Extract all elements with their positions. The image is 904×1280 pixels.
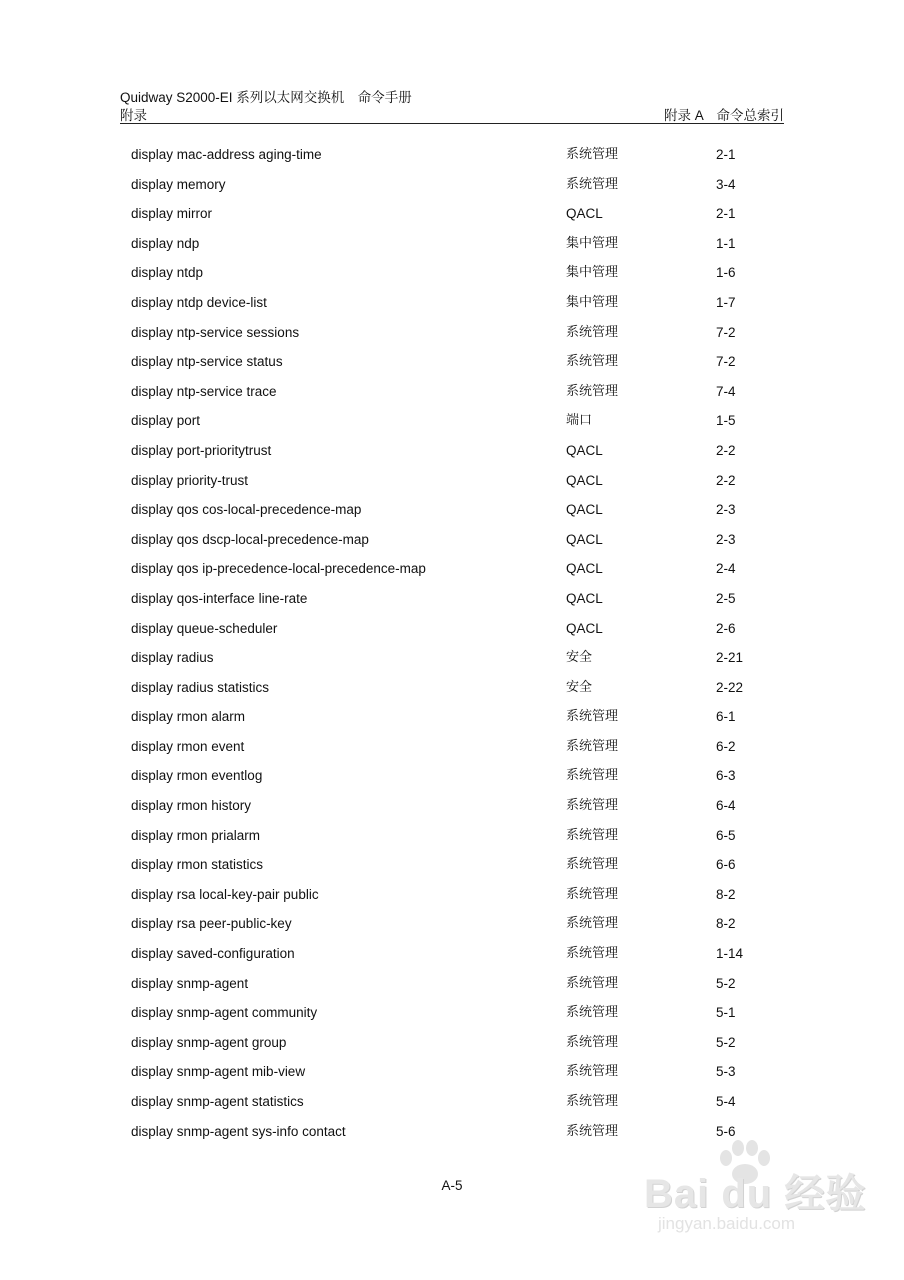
page-ref: 8-2 <box>716 916 736 932</box>
index-row <box>131 318 771 348</box>
index-row <box>131 939 771 969</box>
page-ref: 1-14 <box>716 946 744 962</box>
index-row <box>131 909 771 939</box>
module-name: 系统管理 <box>566 383 619 399</box>
page-ref: 2-3 <box>716 531 736 547</box>
module-name: 集中管理 <box>566 294 619 310</box>
module-name: QACL <box>566 531 603 547</box>
index-row <box>131 436 771 466</box>
module-name: 系统管理 <box>566 1123 619 1139</box>
module-name: 系统管理 <box>566 798 619 814</box>
appendix-title: 附录 A 命令总索引 <box>663 108 784 123</box>
command-name: display rmon statistics <box>131 857 264 873</box>
index-row <box>131 673 771 703</box>
module-name: 系统管理 <box>566 738 619 754</box>
module-name: 端口 <box>566 413 593 429</box>
page-ref: 3-4 <box>716 176 736 192</box>
index-row <box>131 643 771 673</box>
index-row <box>131 584 771 614</box>
manual-title: Quidway S2000-EI 系列以太网交换机 命令手册 <box>120 90 412 105</box>
module-name: 系统管理 <box>566 827 619 843</box>
command-name: display radius <box>131 650 214 666</box>
index-row <box>131 199 771 229</box>
command-name: display rmon event <box>131 738 245 754</box>
command-name: display ntdp device-list <box>131 294 267 310</box>
module-name: 系统管理 <box>566 916 619 932</box>
command-name: display qos cos-local-precedence-map <box>131 502 362 518</box>
command-name: display ntdp <box>131 265 204 281</box>
index-row <box>131 258 771 288</box>
module-name: QACL <box>566 206 603 222</box>
module-name: 系统管理 <box>566 354 619 370</box>
page-ref: 5-6 <box>716 1123 736 1139</box>
index-row <box>131 761 771 791</box>
module-name: QACL <box>566 590 603 606</box>
page-ref: 1-6 <box>716 265 736 281</box>
page-ref: 2-21 <box>716 650 744 666</box>
command-name: display priority-trust <box>131 472 249 488</box>
command-name: display ntp-service status <box>131 354 283 370</box>
index-row <box>131 170 771 200</box>
index-row <box>131 554 771 584</box>
index-row <box>131 525 771 555</box>
index-row <box>131 791 771 821</box>
module-name: 系统管理 <box>566 975 619 991</box>
command-name: display snmp-agent mib-view <box>131 1064 306 1080</box>
module-name: QACL <box>566 472 603 488</box>
index-row <box>131 702 771 732</box>
command-name: display qos dscp-local-precedence-map <box>131 531 369 547</box>
module-name: 系统管理 <box>566 1094 619 1109</box>
command-name: display snmp-agent sys-info contact <box>131 1123 346 1139</box>
command-name: display rmon eventlog <box>131 768 263 784</box>
index-row <box>131 140 771 170</box>
module-name: 集中管理 <box>566 235 619 251</box>
page-ref: 5-3 <box>716 1064 736 1080</box>
watermark-logo-text: Bai du 经验 <box>644 1172 867 1216</box>
page-number: A-5 <box>441 1178 463 1193</box>
page-ref: 6-5 <box>716 827 736 843</box>
command-index-list <box>131 140 771 1146</box>
index-row <box>131 850 771 880</box>
page-ref: 1-1 <box>716 235 736 251</box>
index-row <box>131 1087 771 1117</box>
page-ref: 5-2 <box>716 975 736 991</box>
index-row <box>131 495 771 525</box>
module-name: 集中管理 <box>566 265 619 281</box>
page-ref: 7-4 <box>716 383 736 399</box>
page-ref: 2-3 <box>716 502 736 518</box>
page-ref: 2-1 <box>716 206 736 222</box>
page-ref: 1-7 <box>716 294 736 310</box>
command-name: display rsa peer-public-key <box>131 916 292 932</box>
module-name: 系统管理 <box>566 768 619 784</box>
page-ref: 6-1 <box>716 709 736 725</box>
page-header <box>120 86 784 124</box>
command-name: display rsa local-key-pair public <box>131 886 319 902</box>
page-ref: 7-2 <box>716 354 736 370</box>
page-ref: 6-2 <box>716 738 736 754</box>
index-row <box>131 732 771 762</box>
module-name: 安全 <box>566 650 593 666</box>
baidu-watermark <box>638 1140 867 1240</box>
index-row <box>131 347 771 377</box>
command-name: display port <box>131 413 201 429</box>
command-name: display port-prioritytrust <box>131 442 272 458</box>
command-name: display saved-configuration <box>131 946 295 962</box>
page-ref: 6-4 <box>716 798 736 814</box>
module-name: 系统管理 <box>566 886 619 902</box>
index-row <box>131 1028 771 1058</box>
page-ref: 8-2 <box>716 886 736 902</box>
command-name: display ntp-service trace <box>131 383 277 399</box>
page-ref: 5-4 <box>716 1094 736 1109</box>
page-ref: 2-5 <box>716 590 736 606</box>
command-name: display snmp-agent community <box>131 1005 318 1021</box>
module-name: 安全 <box>566 679 593 695</box>
page-ref: 5-1 <box>716 1005 736 1021</box>
command-name: display mac-address aging-time <box>131 147 322 162</box>
command-name: display snmp-agent group <box>131 1034 287 1050</box>
page-ref: 2-2 <box>716 472 736 488</box>
module-name: QACL <box>566 442 603 458</box>
page-ref: 6-6 <box>716 857 736 873</box>
command-name: display qos-interface line-rate <box>131 590 308 606</box>
module-name: 系统管理 <box>566 147 619 162</box>
section-label: 附录 <box>120 108 147 124</box>
page-ref: 2-6 <box>716 620 736 636</box>
module-name: 系统管理 <box>566 857 619 873</box>
command-name: display rmon prialarm <box>131 827 261 843</box>
page-ref: 6-3 <box>716 768 736 784</box>
page-ref: 1-5 <box>716 413 736 429</box>
index-row <box>131 1057 771 1087</box>
index-row <box>131 288 771 318</box>
command-name: display mirror <box>131 206 213 222</box>
page-ref: 5-2 <box>716 1034 736 1050</box>
command-name: display memory <box>131 176 226 192</box>
page-ref: 2-22 <box>716 679 744 695</box>
command-name: display queue-scheduler <box>131 620 278 636</box>
module-name: 系统管理 <box>566 1005 619 1021</box>
command-name: display ndp <box>131 235 200 251</box>
module-name: 系统管理 <box>566 324 619 340</box>
index-row <box>131 406 771 436</box>
module-name: 系统管理 <box>566 176 619 192</box>
command-name: display radius statistics <box>131 679 270 695</box>
module-name: 系统管理 <box>566 946 619 962</box>
command-name: display rmon alarm <box>131 709 246 725</box>
index-row <box>131 229 771 259</box>
index-row <box>131 998 771 1028</box>
command-name: display snmp-agent statistics <box>131 1094 304 1109</box>
module-name: QACL <box>566 620 603 636</box>
index-row <box>131 466 771 496</box>
index-row <box>131 880 771 910</box>
command-name: display qos ip-precedence-local-precedence-map <box>131 561 426 577</box>
index-row <box>131 969 771 999</box>
index-row <box>131 614 771 644</box>
page-ref: 2-2 <box>716 442 736 458</box>
module-name: 系统管理 <box>566 1064 619 1080</box>
command-name: display ntp-service sessions <box>131 324 300 340</box>
module-name: 系统管理 <box>566 709 619 725</box>
command-name: display rmon history <box>131 798 252 814</box>
command-name: display snmp-agent <box>131 975 249 991</box>
page-ref: 2-4 <box>716 561 736 577</box>
module-name: 系统管理 <box>566 1034 619 1050</box>
page-ref: 2-1 <box>716 147 736 162</box>
index-row <box>131 821 771 851</box>
module-name: QACL <box>566 502 603 518</box>
module-name: QACL <box>566 561 603 577</box>
page-ref: 7-2 <box>716 324 736 340</box>
index-row <box>131 377 771 407</box>
watermark-url: jingyan.baidu.com <box>658 1214 796 1233</box>
